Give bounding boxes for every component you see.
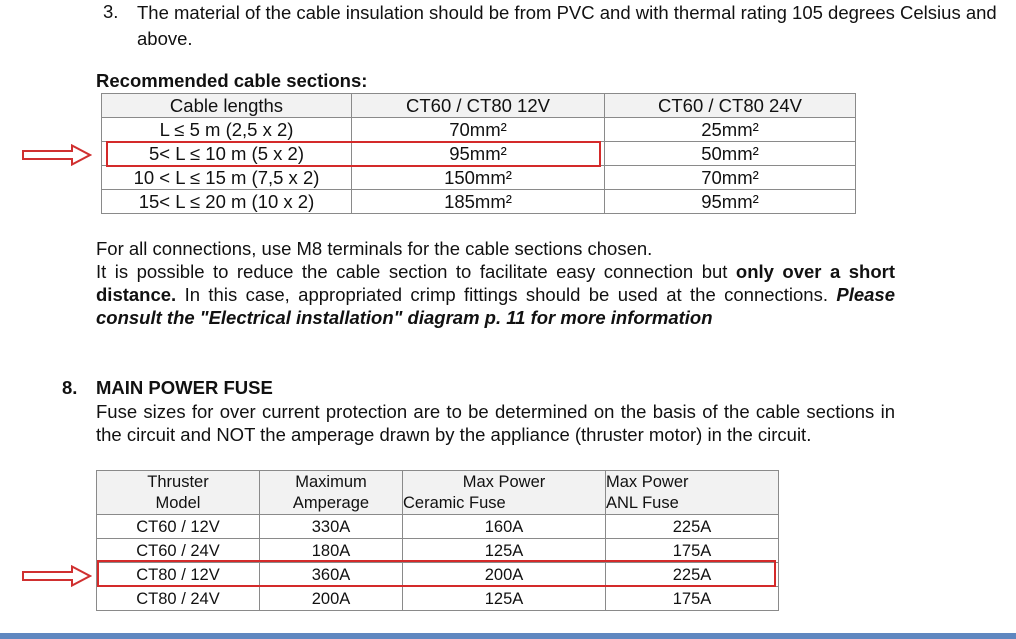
table-cell: 25mm² bbox=[605, 118, 856, 142]
insulation-requirement-text: The material of the cable insulation should be from PVC and with thermal rating 105 degrees Celsius and above. bbox=[137, 2, 997, 49]
list-number-3: 3. bbox=[103, 1, 119, 22]
table-row bbox=[102, 166, 856, 190]
header-line: Model bbox=[155, 493, 201, 512]
table-header-row bbox=[102, 94, 856, 118]
text-span: It is possible to reduce the cable section to facilitate easy connection but bbox=[96, 261, 728, 282]
table-row bbox=[97, 515, 779, 539]
table-cell: CT80 / 12V bbox=[97, 563, 260, 587]
arrow-icon bbox=[22, 144, 92, 166]
table-cell: 180A bbox=[260, 539, 403, 563]
table-cell: 175A bbox=[606, 587, 779, 611]
table-cell: CT60 / 24V bbox=[97, 539, 260, 563]
table-cell: 95mm² bbox=[605, 190, 856, 214]
table-cell: 95mm² bbox=[352, 142, 605, 166]
table-cell: 70mm² bbox=[352, 118, 605, 142]
table-row bbox=[102, 118, 856, 142]
table-cell: 125A bbox=[403, 539, 606, 563]
header-line: Max Power bbox=[462, 472, 546, 491]
table-cell: 150mm² bbox=[352, 166, 605, 190]
header-cell bbox=[97, 471, 260, 515]
table-cell: CT60 / 12V bbox=[97, 515, 260, 539]
header-line: Thruster bbox=[147, 472, 209, 491]
table-cell: 10 < L ≤ 15 m (7,5 x 2) bbox=[102, 166, 352, 190]
header-cell: Cable lengths bbox=[102, 94, 352, 118]
header-line: Ceramic Fuse bbox=[403, 493, 506, 512]
fuse-table bbox=[96, 470, 779, 611]
connections-line-2 bbox=[96, 260, 895, 329]
table-cell: 5< L ≤ 10 m (5 x 2) bbox=[102, 142, 352, 166]
table-cell: 125A bbox=[403, 587, 606, 611]
section-title-main-power-fuse: MAIN POWER FUSE bbox=[96, 377, 273, 398]
connections-paragraph bbox=[96, 237, 895, 329]
cable-sections-title: Recommended cable sections: bbox=[96, 70, 368, 91]
table-row bbox=[102, 190, 856, 214]
table-cell: 50mm² bbox=[605, 142, 856, 166]
table-row bbox=[97, 539, 779, 563]
header-line: Amperage bbox=[292, 493, 370, 512]
table-cell: 185mm² bbox=[352, 190, 605, 214]
table-cell: CT80 / 24V bbox=[97, 587, 260, 611]
connections-line-1: For all connections, use M8 terminals for the cable sections chosen. bbox=[96, 238, 653, 259]
table-cell: 360A bbox=[260, 563, 403, 587]
header-cell bbox=[260, 471, 403, 515]
table-header-row bbox=[97, 471, 779, 515]
table-cell: 330A bbox=[260, 515, 403, 539]
header-cell: CT60 / CT80 12V bbox=[352, 94, 605, 118]
table-cell: 160A bbox=[403, 515, 606, 539]
header-cell: CT60 / CT80 24V bbox=[605, 94, 856, 118]
table-cell: 175A bbox=[606, 539, 779, 563]
text-span: In this case, appropriated crimp fittings should be used at the connections. bbox=[184, 284, 828, 305]
header-line: Maximum bbox=[295, 472, 367, 491]
table-cell: 200A bbox=[403, 563, 606, 587]
header-cell bbox=[606, 471, 779, 515]
table-cell: 225A bbox=[606, 515, 779, 539]
header-line: Max Power bbox=[606, 472, 689, 491]
table-cell: 225A bbox=[606, 563, 779, 587]
bold-text: only over a short distance. bbox=[96, 261, 895, 305]
table-cell: 70mm² bbox=[605, 166, 856, 190]
section-number-8: 8. bbox=[62, 377, 78, 398]
table-cell: 15< L ≤ 20 m (10 x 2) bbox=[102, 190, 352, 214]
table-cell: 200A bbox=[260, 587, 403, 611]
fuse-sizes-paragraph: Fuse sizes for over current protection are to be determined on the basis of the cable sections in the circuit and NOT the amperage drawn by the appliance (thruster motor) in the circuit. bbox=[96, 401, 895, 445]
bottom-bar bbox=[0, 633, 1016, 639]
highlight-box bbox=[97, 560, 776, 587]
table-row bbox=[97, 587, 779, 611]
header-cell bbox=[403, 471, 606, 515]
highlight-box bbox=[106, 141, 601, 167]
header-line: ANL Fuse bbox=[606, 493, 679, 512]
bold-italic-text: Please consult the "Electrical installation" diagram p. 11 for more information bbox=[96, 284, 896, 328]
table-cell: L ≤ 5 m (2,5 x 2) bbox=[102, 118, 352, 142]
arrow-icon bbox=[22, 565, 92, 587]
